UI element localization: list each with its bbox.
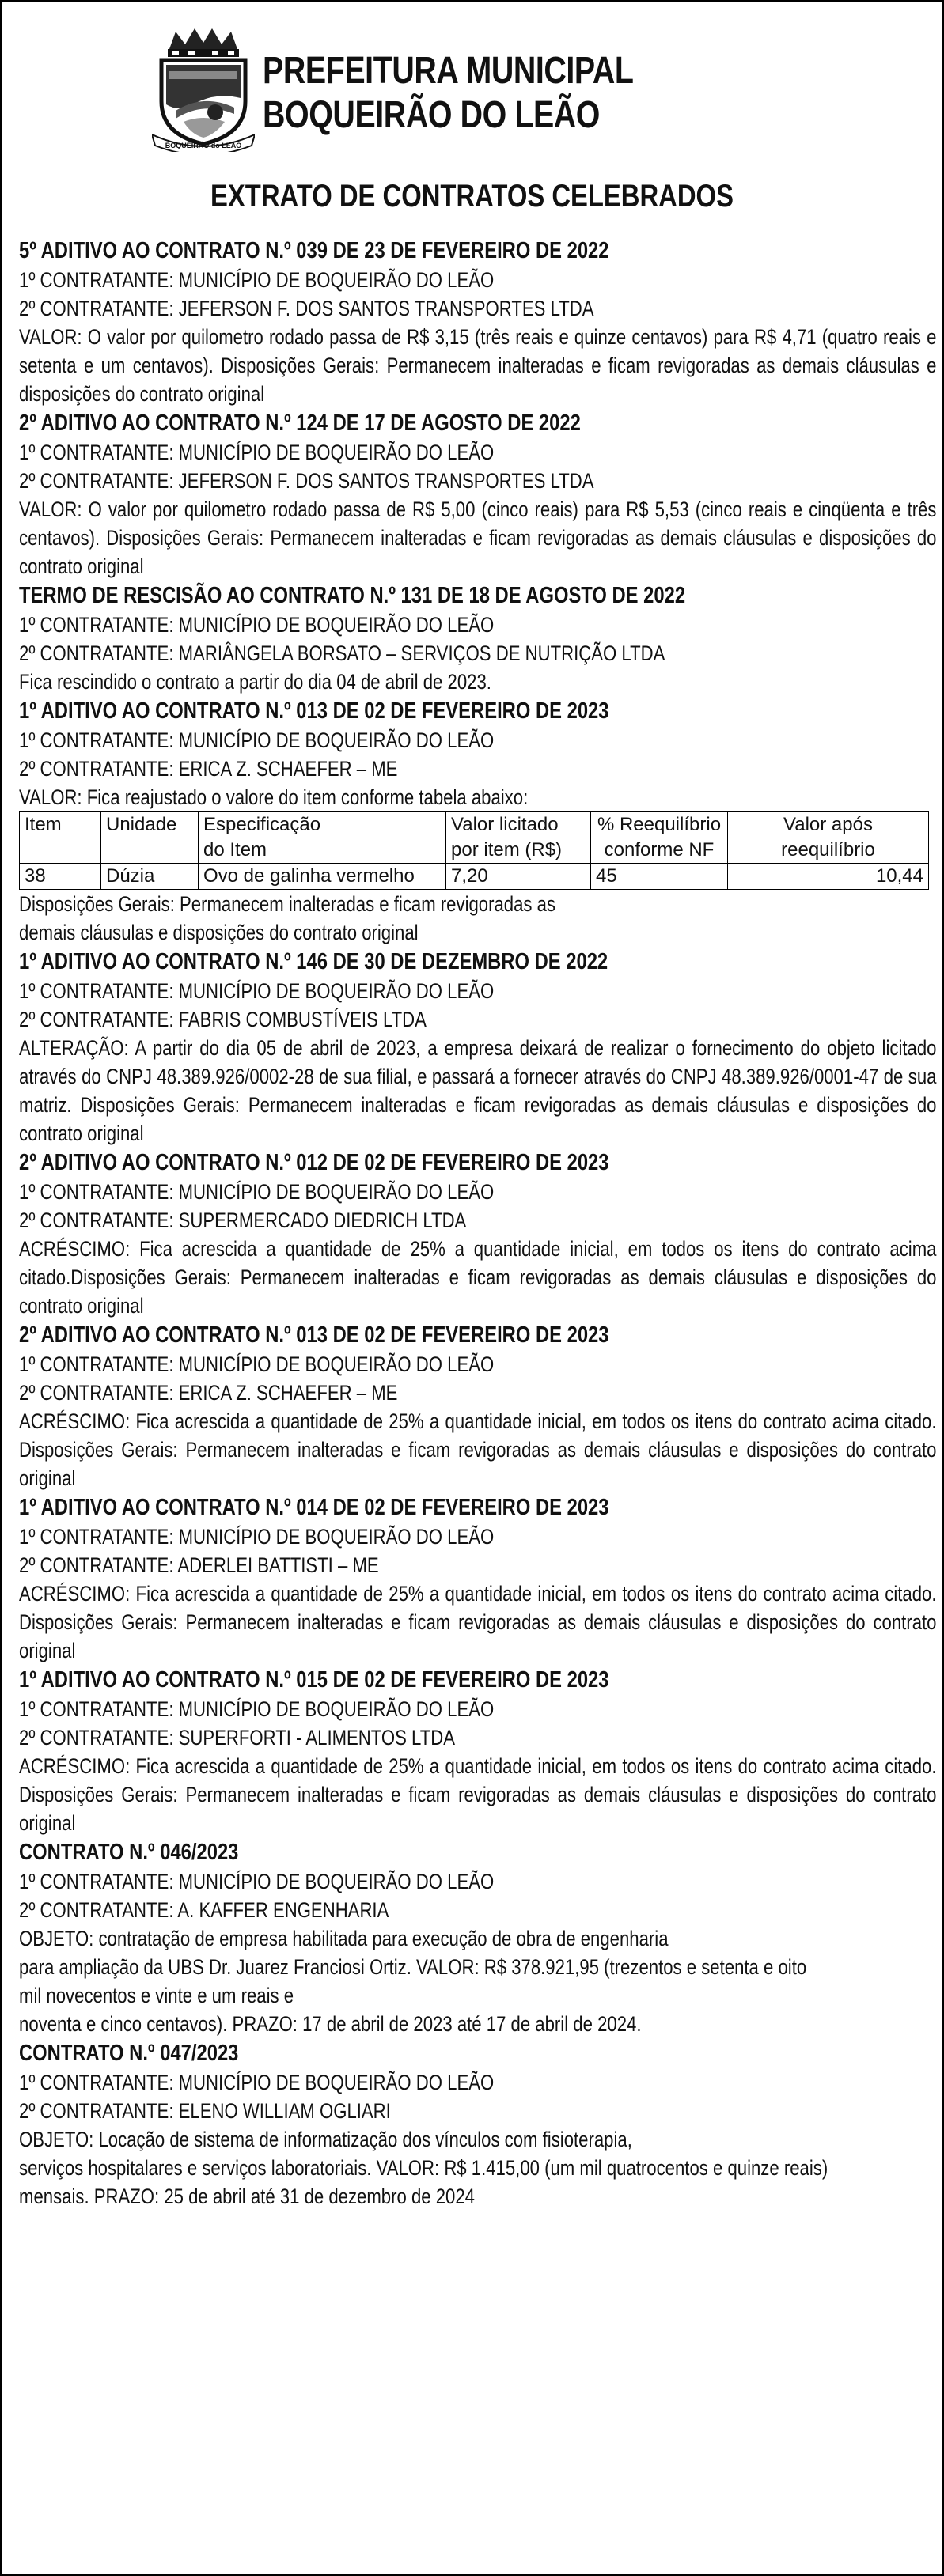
section-title: CONTRATO N.º 046/2023 [19,1840,239,1865]
first-contractor: 1º CONTRATANTE: MUNICÍPIO DE BOQUEIRÃO DO LEÃO [19,268,495,292]
section-title: 1º ADITIVO AO CONTRATO N.º 013 DE 02 DE FEVEREIRO DE 2023 [19,698,609,724]
table-row [20,864,929,890]
contract-section [19,408,937,581]
table-header-row [20,812,929,864]
section-body: VALOR: O valor por quilometro rodado passa de R$ 3,15 (três reais e quinze centavos) para R$ 4,71 (quatro reais e setenta e um centavos). Disposições Gerais: Permanecem inalteradas e ficam revigoradas as demais cláusulas e disposições do contrato original [19,325,937,406]
object-line: mensais. PRAZO: 25 de abril até 31 de dezembro de 2024 [19,2184,475,2208]
second-contractor: 2º CONTRATANTE: A. KAFFER ENGENHARIA [19,1898,389,1922]
object-line: para ampliação da UBS Dr. Juarez Franciosi Ortiz. VALOR: R$ 378.921,95 (trezentos e setenta e oito [19,1955,807,1979]
col-header-value-after: Valor após reequilíbrio [728,812,929,864]
section-title: 2º ADITIVO AO CONTRATO N.º 013 DE 02 DE FEVEREIRO DE 2023 [19,1322,609,1348]
col-header-bid-value: Valor licitado por item (R$) [446,812,591,864]
cell-bid-value: 7,20 [446,864,591,890]
second-contractor: 2º CONTRATANTE: JEFERSON F. DOS SANTOS TRANSPORTES LTDA [19,297,594,320]
contract-section [19,1148,937,1320]
first-contractor: 1º CONTRATANTE: MUNICÍPIO DE BOQUEIRÃO DO LEÃO [19,1180,495,1204]
section-title: 2º ADITIVO AO CONTRATO N.º 012 DE 02 DE FEVEREIRO DE 2023 [19,1150,609,1175]
header [2,2,942,214]
price-adjustment-table [19,811,929,890]
contract-section [19,1492,937,1665]
col-header-item: Item [20,812,101,864]
first-contractor: 1º CONTRATANTE: MUNICÍPIO DE BOQUEIRÃO DO LEÃO [19,441,495,464]
section-title: CONTRATO N.º 047/2023 [19,2041,239,2066]
section-body: ACRÉSCIMO: Fica acrescida a quantidade de 25% a quantidade inicial, em todos os itens do contrato acima citado.Disposições Gerais: Permanecem inalteradas e ficam revigoradas as demais cláusulas e disposições do contrato original [19,1237,937,1318]
cell-value-after: 10,44 [728,864,929,890]
second-contractor: 2º CONTRATANTE: MARIÂNGELA BORSATO – SERVIÇOS DE NUTRIÇÃO LTDA [19,641,665,665]
section-body: ACRÉSCIMO: Fica acrescida a quantidade de 25% a quantidade inicial, em todos os itens do contrato acima citado. Disposições Gerais: Permanecem inalteradas e ficam revigoradas as demais cláusulas e disposições do contrato original [19,1409,937,1490]
col-header-spec: Especificação do Item [199,812,446,864]
section-title: 1º ADITIVO AO CONTRATO N.º 015 DE 02 DE FEVEREIRO DE 2023 [19,1667,609,1693]
org-name-line2: BOQUEIRÃO DO LEÃO [263,94,601,136]
section-title: 1º ADITIVO AO CONTRATO N.º 146 DE 30 DE DEZEMBRO DE 2022 [19,949,608,974]
first-contractor: 1º CONTRATANTE: MUNICÍPIO DE BOQUEIRÃO DO LEÃO [19,728,495,752]
cell-rebalance-pct: 45 [591,864,728,890]
object-line: serviços hospitalares e serviços laboratoriais. VALOR: R$ 1.415,00 (um mil quatrocentos e quinze reais) [19,2156,828,2180]
second-contractor: 2º CONTRATANTE: SUPERFORTI - ALIMENTOS LTDA [19,1726,456,1749]
section-body: ACRÉSCIMO: Fica acrescida a quantidade de 25% a quantidade inicial, em todos os itens do contrato acima citado. Disposições Gerais: Permanecem inalteradas e ficam revigoradas as demais cláusulas e disposições do contrato original [19,1754,937,1835]
second-contractor: 2º CONTRATANTE: ERICA Z. SCHAEFER – ME [19,757,398,781]
cell-spec: Ovo de galinha vermelho [199,864,446,890]
first-contractor: 1º CONTRATANTE: MUNICÍPIO DE BOQUEIRÃO DO LEÃO [19,1352,495,1376]
second-contractor: 2º CONTRATANTE: ADERLEI BATTISTI – ME [19,1553,379,1577]
first-contractor: 1º CONTRATANTE: MUNICÍPIO DE BOQUEIRÃO DO LEÃO [19,613,495,637]
seal-ribbon-text: BOQUEIRÃO do LEÃO [165,142,242,149]
org-name-line1: PREFEITURA MUNICIPAL [263,50,634,92]
second-contractor: 2º CONTRATANTE: JEFERSON F. DOS SANTOS TRANSPORTES LTDA [19,469,594,493]
contract-section [19,947,937,1148]
second-contractor: 2º CONTRATANTE: FABRIS COMBUSTÍVEIS LTDA [19,1008,427,1031]
cell-item: 38 [20,864,101,890]
contract-section [19,1837,930,2038]
section-body: VALOR: Fica reajustado o valore do item conforme tabela abaixo: [19,785,529,809]
first-contractor: 1º CONTRATANTE: MUNICÍPIO DE BOQUEIRÃO DO LEÃO [19,1525,495,1549]
contract-section [19,696,930,947]
section-title: TERMO DE RESCISÃO AO CONTRATO N.º 131 DE 18 DE AGOSTO DE 2022 [19,583,686,608]
first-contractor: 1º CONTRATANTE: MUNICÍPIO DE BOQUEIRÃO DO LEÃO [19,2071,495,2094]
section-title: 1º ADITIVO AO CONTRATO N.º 014 DE 02 DE FEVEREIRO DE 2023 [19,1495,609,1520]
object-line: OBJETO: Locação de sistema de informatização dos vínculos com fisioterapia, [19,2128,632,2151]
municipal-seal-icon [152,25,255,152]
document-title: EXTRATO DE CONTRATOS CELEBRADOS [210,179,734,214]
first-contractor: 1º CONTRATANTE: MUNICÍPIO DE BOQUEIRÃO DO LEÃO [19,1870,495,1893]
first-contractor: 1º CONTRATANTE: MUNICÍPIO DE BOQUEIRÃO DO LEÃO [19,979,495,1003]
cell-unit: Dúzia [101,864,199,890]
second-contractor: 2º CONTRATANTE: SUPERMERCADO DIEDRICH LTDA [19,1209,467,1232]
section-title: 2º ADITIVO AO CONTRATO N.º 124 DE 17 DE AGOSTO DE 2022 [19,410,581,436]
first-contractor: 1º CONTRATANTE: MUNICÍPIO DE BOQUEIRÃO DO LEÃO [19,1697,495,1721]
general-provisions-line1: Disposições Gerais: Permanecem inalteradas e ficam revigoradas as [19,892,556,916]
section-body: Fica rescindido o contrato a partir do dia 04 de abril de 2023. [19,670,491,694]
section-body: ACRÉSCIMO: Fica acrescida a quantidade de 25% a quantidade inicial, em todos os itens do contrato acima citado. Disposições Gerais: Permanecem inalteradas e ficam revigoradas as demais cláusulas e disposições do contrato original [19,1582,937,1662]
contract-section [19,581,930,696]
object-line: OBJETO: contratação de empresa habilitada para execução de obra de engenharia [19,1927,669,1950]
section-title: 5º ADITIVO AO CONTRATO N.º 039 DE 23 DE FEVEREIRO DE 2022 [19,238,609,263]
col-header-unit: Unidade [101,812,199,864]
section-body: ALTERAÇÃO: A partir do dia 05 de abril de 2023, a empresa deixará de realizar o fornecimento do objeto licitado através do CNPJ 48.389.926/0002-28 de sua filial, e passará a fornecer através do CNPJ 48.389.926/0001-47 de sua matriz. Disposições Gerais: Permanecem inalteradas e ficam revigoradas as demais cláusulas e disposições do contrato original [19,1036,937,1145]
col-header-rebalance-pct: % Reequilíbrio conforme NF [591,812,728,864]
contract-section [19,2038,930,2211]
second-contractor: 2º CONTRATANTE: ELENO WILLIAM OGLIARI [19,2099,391,2123]
contracts-list [19,236,937,2211]
contract-section [19,1665,937,1837]
contract-section [19,1320,937,1492]
organization-title [263,49,715,138]
object-line: mil novecentos e vinte e um reais e [19,1984,294,2007]
general-provisions-line2: demais cláusulas e disposições do contrato original [19,921,419,944]
second-contractor: 2º CONTRATANTE: ERICA Z. SCHAEFER – ME [19,1381,398,1405]
section-body: VALOR: O valor por quilometro rodado passa de R$ 5,00 (cinco reais) para R$ 5,53 (cinco reais e cinqüenta e três centavos). Disposições Gerais: Permanecem inalteradas e ficam revigoradas as demais cláusulas e disposições do contrato original [19,497,937,578]
object-line: noventa e cinco centavos). PRAZO: 17 de abril de 2023 até 17 de abril de 2024. [19,2012,642,2036]
contract-section [19,236,937,408]
